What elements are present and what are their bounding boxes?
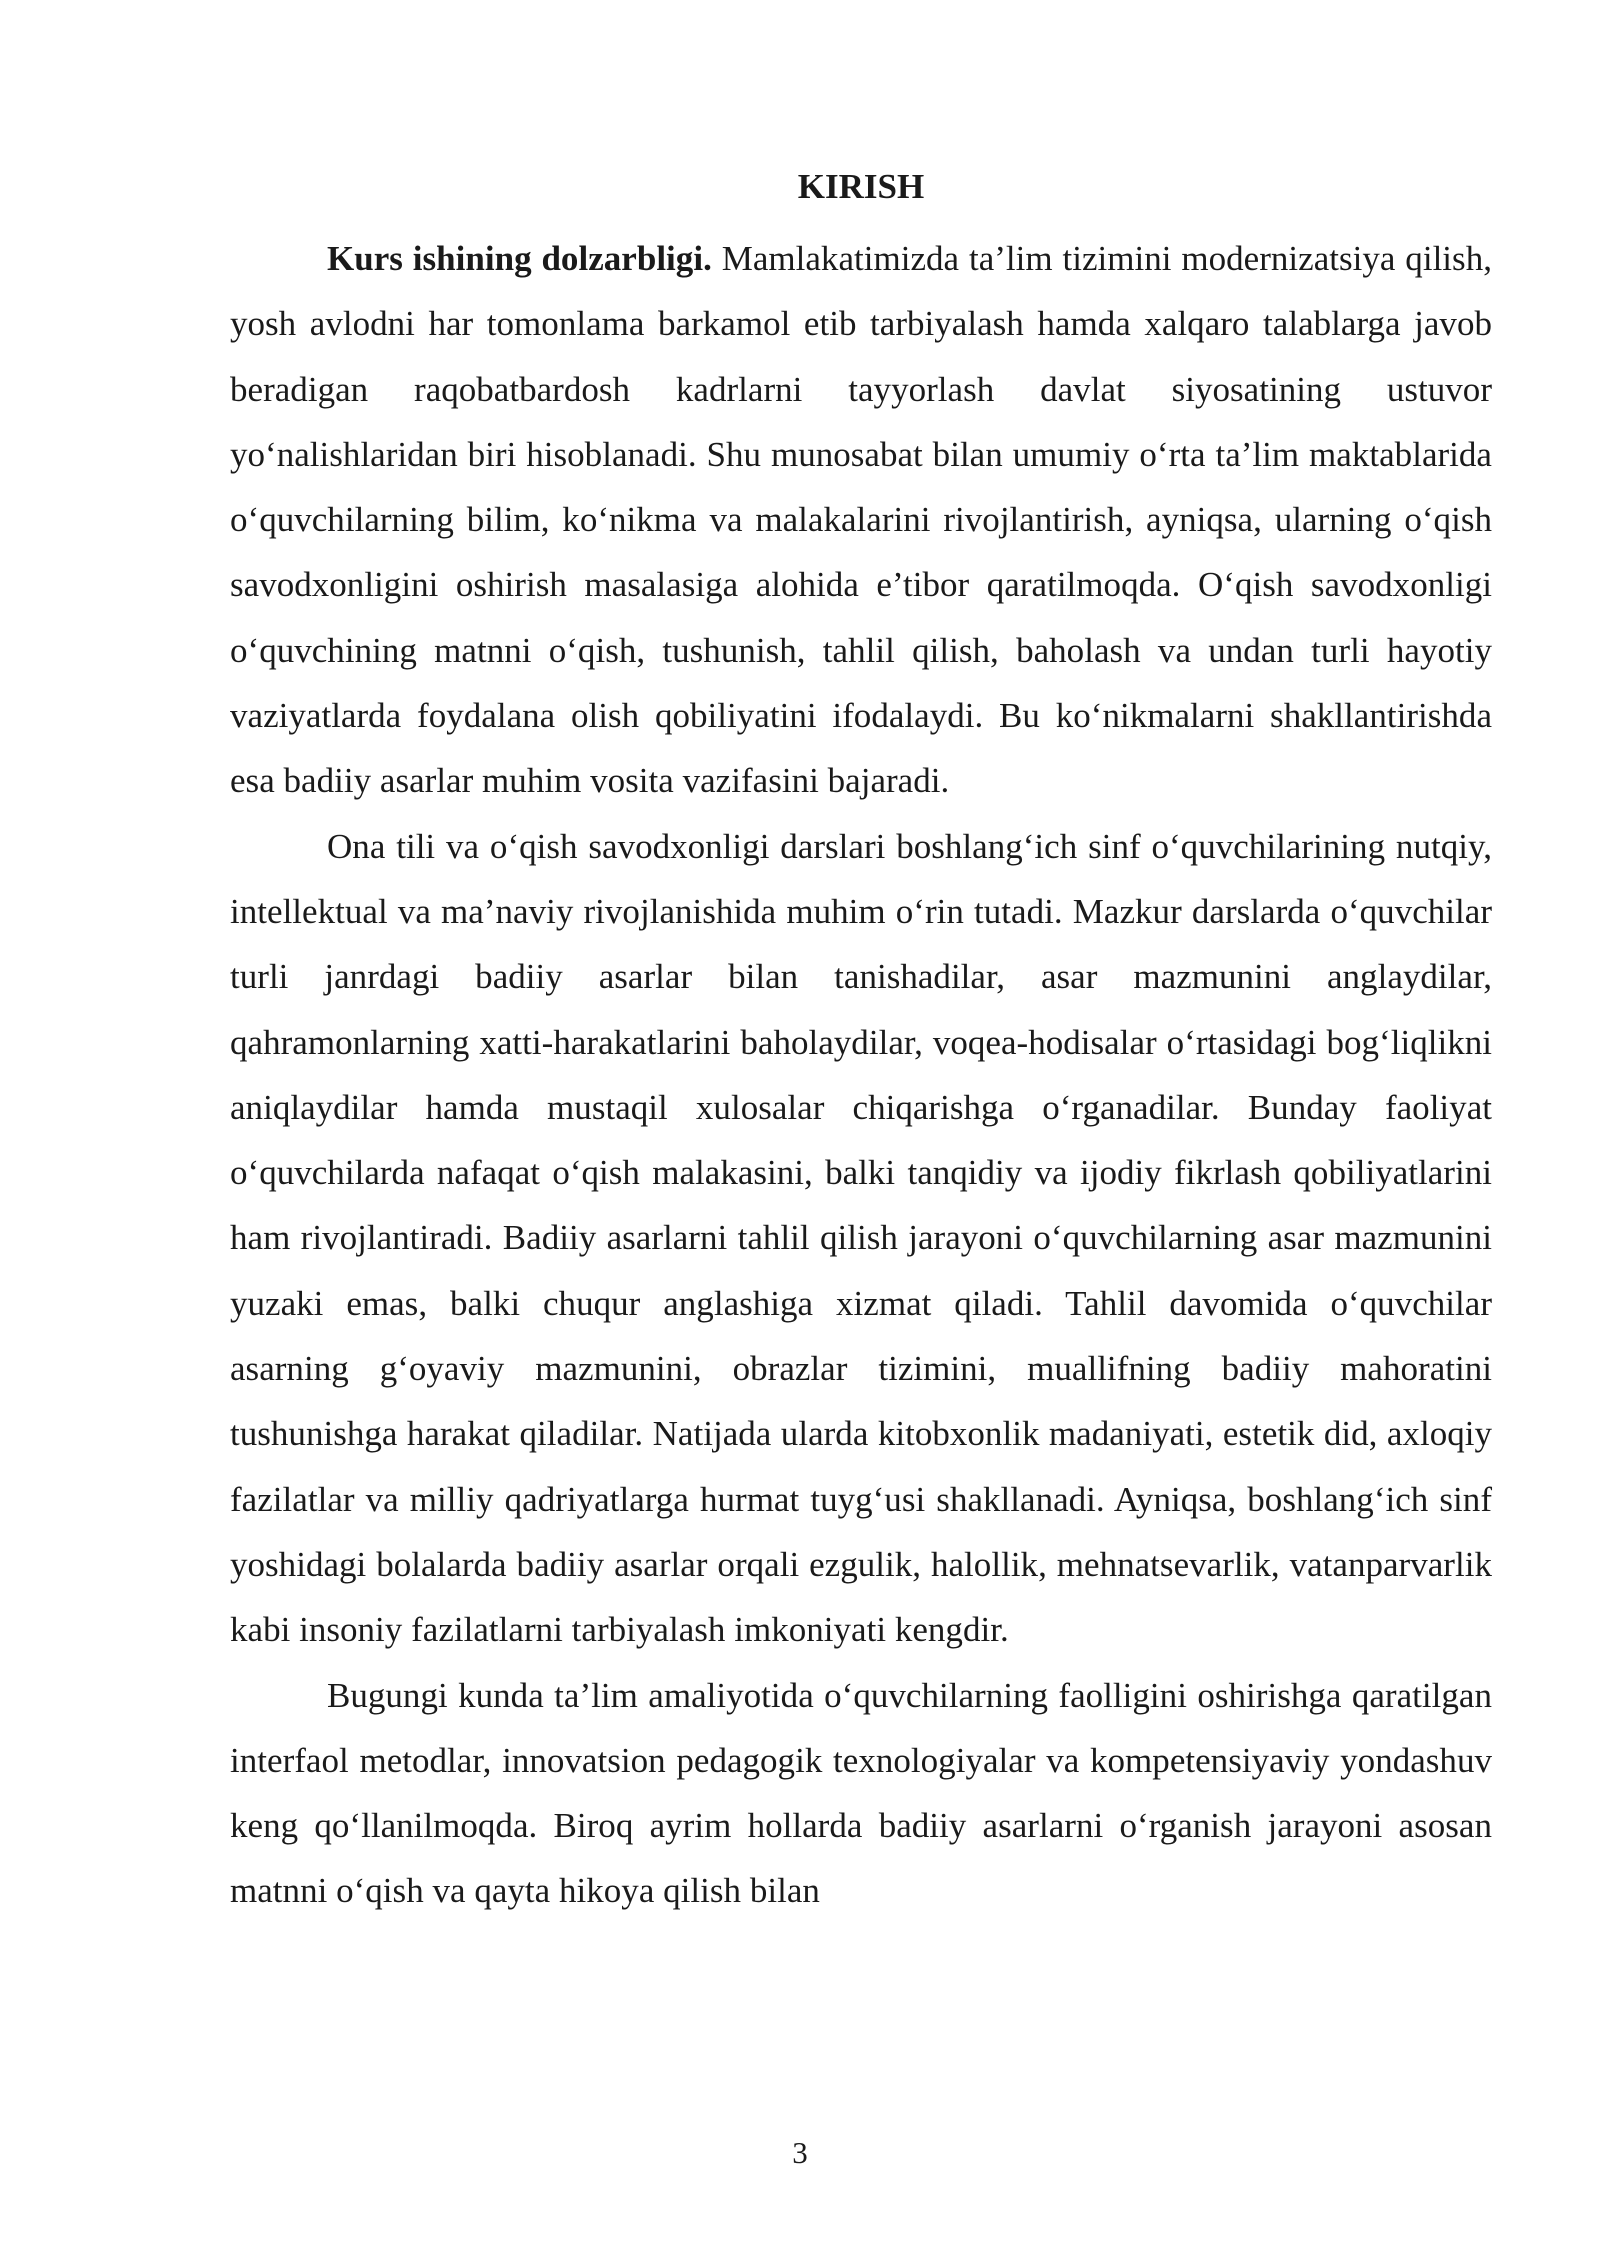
- paragraph-text: Bugungi kunda ta’lim amaliyotida o‘quvchilarning faolligini oshirishga qaratilgan interfaol metodlar, innovatsion pedagogik texnologiyalar va kompetensiyaviy yondashuv keng qo‘llanilmoqda. Biroq ayrim hollarda badiiy asarlarni o‘rganish jarayoni asosan matnni o‘qish va qayta hikoya qilish bilan: [230, 1675, 1492, 1911]
- paragraph-text: Ona tili va o‘qish savodxonligi darslari boshlang‘ich sinf o‘quvchilarining nutqiy, intellektual va ma’naviy rivojlanishida muhim o‘rin tutadi. Mazkur darslarda o‘quvchilar turli janrdagi badiiy asarlar bilan tanishadilar, asar mazmunini anglaydilar, qahramonlarning xatti-harakatlarini baholaydilar, voqea-hodisalar o‘rtasidagi bog‘liqlikni aniqlaydilar hamda mustaqil xulosalar chiqarishga o‘rganadilar. Bunday faoliyat o‘quvchilarda nafaqat o‘qish malakasini, balki tanqidiy va ijodiy fikrlash qobiliyatlarini ham rivojlantiradi. Badiiy asarlarni tahlil qilish jarayoni o‘quvchilarning asar mazmunini yuzaki emas, balki chuqur anglashiga xizmat qiladi. Tahlil davomida o‘quvchilar asarning g‘oyaviy mazmunini, obrazlar tizimini, muallifning badiiy mahoratini tushunishga harakat qiladilar. Natijada ularda kitobxonlik madaniyati, estetik did, axloqiy fazilatlar va milliy qadriyatlarga hurmat tuyg‘usi shakllanadi. Ayniqsa, boshlang‘ich sinf yoshidagi bolalarda badiiy asarlar orqali ezgulik, halollik, mehnatsevarlik, vatanparvarlik kabi insoniy fazilatlarni tarbiyalash imkoniyati kengdir.: [230, 826, 1492, 1650]
- paragraph-interactive-methods: [230, 1663, 1492, 1924]
- section-title: KIRISH: [797, 167, 925, 206]
- paragraph-lead: Kurs ishining dolzarbligi.: [327, 239, 712, 278]
- paragraph-reading-lessons: [230, 814, 1492, 1663]
- page-number: 3: [792, 2135, 808, 2170]
- paragraph-text: Mamlakatimizda ta’lim tizimini modernizatsiya qilish, yosh avlodni har tomonlama barkamol etib tarbiyalash hamda xalqaro talablarga javob beradigan raqobatbardosh kadrlarni tayyorlash davlat siyosatining ustuvor yo‘nalishlaridan biri hisoblanadi. Shu munosabat bilan umumiy o‘rta ta’lim maktablarida o‘quvchilarning bilim, ko‘nikma va malakalarini rivojlantirish, ayniqsa, ularning o‘qish savodxonligini oshirish masalasiga alohida e’tibor qaratilmoqda. O‘qish savodxonligi o‘quvchining matnni o‘qish, tushunish, tahlil qilish, baholash va undan turli hayotiy vaziyatlarda foydalana olish qobiliyatini ifodalaydi. Bu ko‘nikmalarni shakllantirishda esa badiiy asarlar muhim vosita vazifasini bajaradi.: [230, 239, 1492, 801]
- document-page: [230, 162, 1492, 1924]
- paragraph-relevance: [230, 226, 1492, 814]
